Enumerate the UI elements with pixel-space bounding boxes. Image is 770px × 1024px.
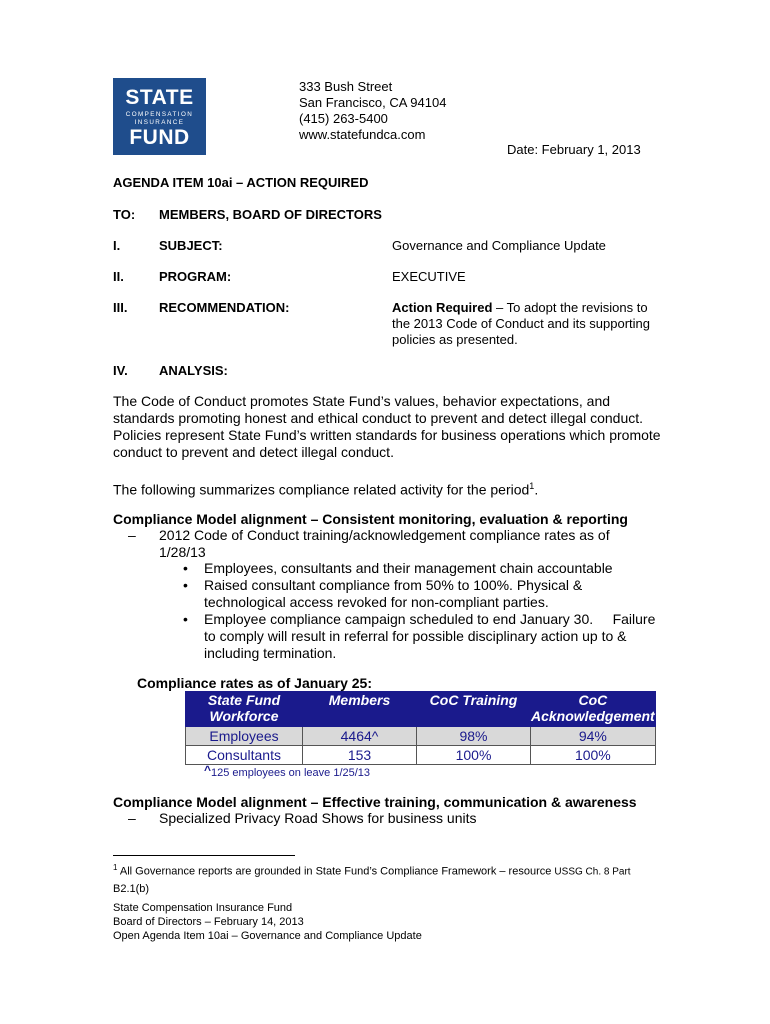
to-value: MEMBERS, BOARD OF DIRECTORS	[159, 207, 382, 222]
paragraph-line: Policies represent State Fund’s written standards for business operations which promote	[113, 427, 661, 443]
footer-line: Open Agenda Item 10ai – Governance and Compliance Update	[113, 930, 422, 942]
dash-item-line: 2012 Code of Conduct training/acknowledgement compliance rates as of	[159, 527, 610, 543]
address-city: San Francisco, CA 94104	[299, 95, 447, 110]
footer-line: State Compensation Insurance Fund	[113, 902, 293, 914]
state-fund-logo	[113, 78, 206, 155]
bullet-line: including termination.	[204, 645, 337, 661]
analysis-paragraph	[113, 393, 661, 461]
section-number: II.	[113, 269, 124, 284]
bullet-dot: •	[183, 560, 188, 576]
table-cell: Consultants	[186, 746, 303, 765]
column-header-workforce: State Fund Workforce	[186, 692, 303, 727]
table-cell: Employees	[186, 727, 303, 746]
recommendation-line3: policies as presented.	[392, 332, 518, 347]
recommendation-line1: – To adopt the revisions to	[492, 300, 648, 315]
paragraph-line: standards promoting honest and ethical conduct to prevent and detect illegal conduct.	[113, 410, 644, 426]
footnote-marker: 1	[529, 481, 535, 491]
to-label: TO:	[113, 207, 136, 222]
table-cell: 4464^	[303, 727, 417, 746]
table-note	[204, 765, 370, 779]
subject-label: SUBJECT:	[159, 238, 223, 253]
section-number: I.	[113, 238, 121, 253]
dash-item-line: 1/28/13	[159, 544, 206, 560]
table-note-text: 125 employees on leave 1/25/13	[211, 767, 371, 779]
recommendation-label: RECOMMENDATION:	[159, 300, 290, 315]
bullet-line: technological access revoked for non-compliant parties.	[204, 594, 549, 610]
logo-compensation-text: COMPENSATION	[125, 111, 194, 118]
address-block	[299, 79, 446, 143]
compliance-heading-monitoring: Compliance Model alignment – Consistent monitoring, evaluation & reporting	[113, 511, 628, 527]
bullet-line: Employees, consultants and their management chain accountable	[204, 560, 613, 576]
table-row	[186, 746, 656, 765]
table-row	[186, 727, 656, 746]
paragraph-line: The Code of Conduct promotes State Fund’s values, behavior expectations, and	[113, 393, 611, 409]
recommendation-value	[392, 300, 662, 348]
document-date: Date: February 1, 2013	[507, 142, 641, 157]
footnote-number: 1	[113, 863, 118, 872]
summary-period: .	[534, 481, 539, 498]
footnote-text: All Governance reports are grounded in State Fund’s Compliance Framework – resource	[117, 865, 555, 878]
table-cell: 100%	[531, 746, 656, 765]
bullet-line: Employee compliance campaign scheduled to end January 30. Failure	[204, 611, 656, 627]
recommendation-line2: the 2013 Code of Conduct and its supporting	[392, 316, 651, 331]
bullet-line: Raised consultant compliance from 50% to 100%. Physical &	[204, 577, 583, 593]
compliance-heading-training: Compliance Model alignment – Effective training, communication & awareness	[113, 794, 637, 810]
logo-insurance-text: INSURANCE	[134, 119, 185, 126]
analysis-label: ANALYSIS:	[159, 363, 228, 378]
footnote-text-line2: B2.1(b)	[113, 882, 150, 895]
logo-state-text: STATE	[125, 86, 194, 109]
column-header-coc-acknowledgement: CoC Acknowledgement	[531, 692, 656, 727]
compliance-rates-table	[185, 691, 656, 765]
dash-marker: –	[128, 527, 136, 543]
program-value: EXECUTIVE	[392, 269, 466, 284]
footnote	[113, 860, 673, 897]
address-phone: (415) 263-5400	[299, 111, 388, 126]
summary-paragraph	[113, 478, 538, 499]
bullet-line: to comply will result in referral for possible disciplinary action up to &	[204, 628, 627, 644]
footnote-divider	[113, 855, 295, 856]
bullet-item	[204, 611, 655, 662]
subject-value: Governance and Compliance Update	[392, 238, 606, 253]
bullet-dot: •	[183, 577, 188, 593]
table-cell: 100%	[417, 746, 531, 765]
logo-fund-text: FUND	[129, 126, 190, 149]
bullet-dot: •	[183, 611, 188, 627]
dash-item-privacy-roadshows: Specialized Privacy Road Shows for business units	[159, 810, 477, 826]
table-cell: 98%	[417, 727, 531, 746]
dash-marker: –	[128, 810, 136, 826]
address-street: 333 Bush Street	[299, 79, 393, 94]
summary-text: The following summarizes compliance related activity for the period	[113, 481, 530, 498]
program-label: PROGRAM:	[159, 269, 232, 284]
action-required-text: Action Required	[392, 300, 493, 315]
column-header-coc-training: CoC Training	[417, 692, 531, 727]
paragraph-line: conduct to prevent and detect illegal conduct.	[113, 444, 394, 460]
page-footer	[113, 901, 422, 943]
address-website: www.statefundca.com	[299, 127, 426, 142]
section-number: III.	[113, 300, 128, 315]
bullet-item	[204, 577, 582, 611]
rates-title: Compliance rates as of January 25:	[137, 675, 372, 691]
caret-marker: ^	[204, 763, 212, 777]
footnote-reference: USSG Ch. 8 Part	[554, 866, 631, 878]
footer-line: Board of Directors – February 14, 2013	[113, 916, 304, 928]
table-header-row	[186, 692, 656, 727]
table-cell: 153	[303, 746, 417, 765]
bullet-item	[204, 560, 613, 577]
section-number: IV.	[113, 363, 128, 378]
agenda-title: AGENDA ITEM 10ai – ACTION REQUIRED	[113, 175, 369, 190]
table-cell: 94%	[531, 727, 656, 746]
column-header-members: Members	[303, 692, 417, 727]
dash-item-coc-rates	[159, 527, 610, 561]
